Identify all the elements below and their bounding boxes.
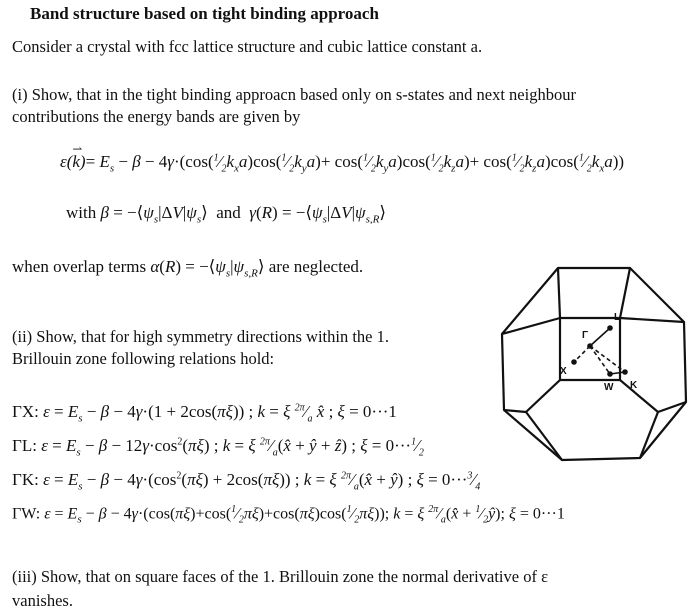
- label-w: W: [604, 382, 614, 393]
- overlap-condition: when overlap terms $\alpha(R) = -⟨\psi_s|\psi_{s,R}⟩$ are neglected.: [12, 257, 364, 280]
- part1-text-line2: contributions the energy bands are given by: [12, 107, 301, 126]
- label-k: K: [630, 380, 638, 391]
- relation-gamma-l: ΓL: $\varepsilon = E_s - \beta - 12\gamma\cdot\cos^2(\pi\xi)$ ; k = ξ $^{2\pi}⁄_a(x̂$ + ŷ + ẑ) ; $\xi = 0\cdot\cdot\cdot^1⁄_2$: [12, 436, 424, 459]
- x-point: [571, 359, 577, 365]
- page-title: Band structure based on tight binding approach: [30, 4, 379, 23]
- relation-gamma-w: ΓW: $\varepsilon = E_s - \beta$ − $4\gamma\cdot(\cos(\pi\xi)+\cos(^1⁄_2\pi\xi)+\cos(\pi\xi)\cos(^1⁄_2\pi\xi))$; k = ξ $^{2\pi}⁄_a(x̂$ + $^1⁄_2ŷ$); ξ = 0···1: [12, 504, 565, 526]
- gamma-point: [587, 343, 593, 349]
- part2-text-line1: (ii) Show, that for high symmetry directions within the 1.: [12, 327, 390, 346]
- part3-text-line1: (iii) Show, that on square faces of the 1. Brillouin zone the normal derivative of ε: [12, 567, 549, 586]
- label-l: L: [614, 312, 621, 323]
- beta-gamma-definitions: with $\beta = -⟨\psi_s|\Delta V|\psi_s⟩$ and $\gamma(R) = -⟨\psi_s|\Delta V|\psi_{s,R}⟩$: [66, 203, 386, 226]
- gamma-l-path: [590, 328, 610, 346]
- k-point: [622, 369, 628, 375]
- relation-gamma-k: ΓK: $\varepsilon = E_s - \beta - 4\gamma\cdot(\cos^2(\pi\xi) + 2\cos(\pi\xi))$ ; k = ξ $^{2\pi}⁄_a(x̂$ + ŷ) ; $\xi = 0\cdot\cdot\cdot^3⁄_4$: [12, 470, 481, 493]
- part1-text-line1: (i) Show, that in the tight binding approacn based only on s-states and next neighbour: [12, 85, 576, 104]
- w-point: [607, 371, 613, 377]
- label-gamma: Γ: [582, 330, 589, 341]
- gamma-w-path: [590, 346, 610, 374]
- energy-band-equation: ε(k ⇀ )= $E_s - \beta$ − $4\gamma\cdot(\cos(^1⁄_2k_xa)\cos(^1⁄_2k_ya)+$ $\cos(^1⁄_2k_ya)\cos(^1⁄_2k_za)+$ $\cos(^1⁄_2k_za)\cos(^1⁄_2k_xa)$): [60, 142, 625, 175]
- l-point: [607, 325, 613, 331]
- bz-outline: [502, 268, 686, 460]
- part2-text-line2: Brillouin zone following relations hold:: [12, 349, 275, 368]
- brillouin-zone-figure: [490, 262, 695, 477]
- intro-text: Consider a crystal with fcc lattice structure and cubic lattice constant a.: [12, 37, 483, 56]
- gamma-x-path: [574, 346, 590, 362]
- relation-gamma-x: ΓX: $\varepsilon = E_s - \beta - 4\gamma\cdot(1 + 2\cos(\pi\xi))$ ; k = ξ $^{2\pi}⁄_a$ x̂ ; ξ = 0···1: [12, 402, 397, 425]
- part3-text-line2: vanishes.: [12, 591, 73, 610]
- label-x: X: [560, 366, 567, 377]
